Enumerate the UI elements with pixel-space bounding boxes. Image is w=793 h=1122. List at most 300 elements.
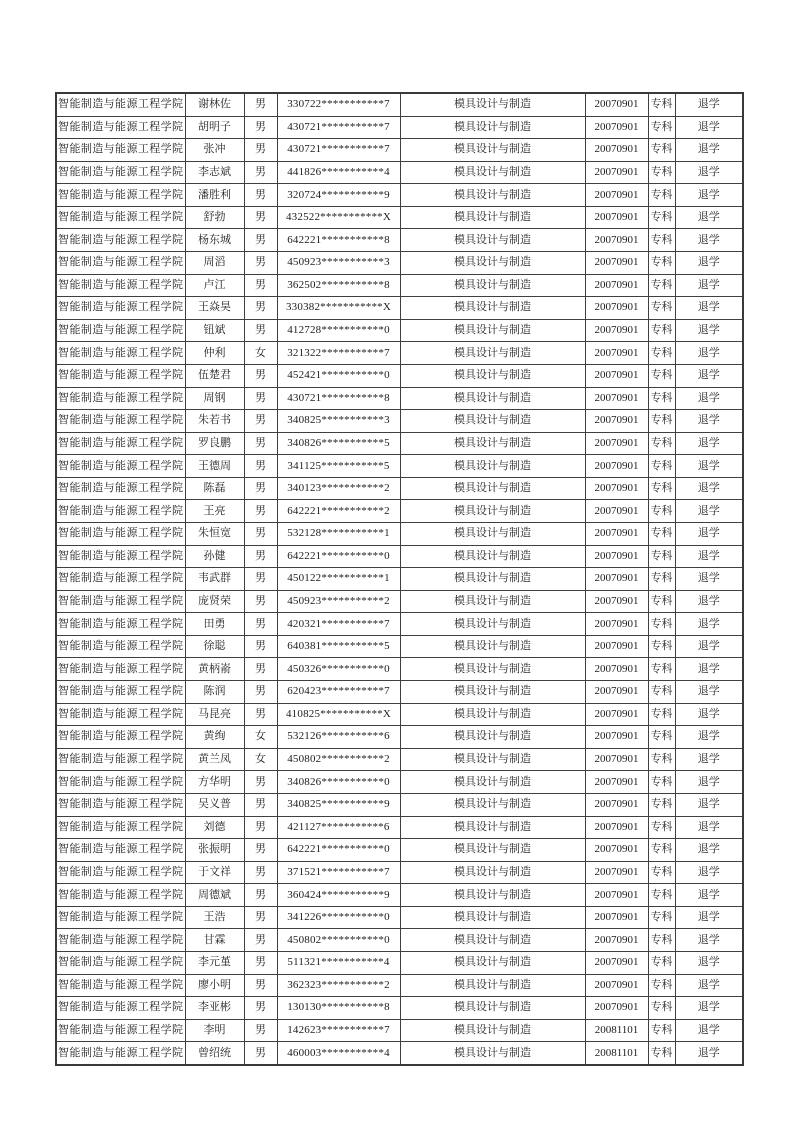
cell-gender: 男 <box>244 274 277 297</box>
cell-status: 退学 <box>675 929 743 952</box>
cell-status: 退学 <box>675 793 743 816</box>
cell-name: 李亚彬 <box>185 997 244 1020</box>
cell-enroll-date: 20070901 <box>585 364 648 387</box>
cell-gender: 男 <box>244 613 277 636</box>
cell-major: 模具设计与制造 <box>400 748 585 771</box>
cell-enroll-date: 20070901 <box>585 613 648 636</box>
cell-gender: 男 <box>244 297 277 320</box>
cell-college: 智能制造与能源工程学院 <box>56 432 185 455</box>
cell-id-number: 532128***********1 <box>277 522 400 545</box>
cell-level: 专科 <box>648 116 675 139</box>
cell-college: 智能制造与能源工程学院 <box>56 252 185 275</box>
cell-enroll-date: 20070901 <box>585 703 648 726</box>
cell-major: 模具设计与制造 <box>400 906 585 929</box>
cell-name: 朱恒宽 <box>185 522 244 545</box>
cell-major: 模具设计与制造 <box>400 771 585 794</box>
cell-status: 退学 <box>675 658 743 681</box>
cell-college: 智能制造与能源工程学院 <box>56 206 185 229</box>
cell-status: 退学 <box>675 206 743 229</box>
cell-name: 廖小明 <box>185 974 244 997</box>
table-row <box>56 906 743 929</box>
cell-college: 智能制造与能源工程学院 <box>56 635 185 658</box>
cell-major: 模具设计与制造 <box>400 432 585 455</box>
cell-enroll-date: 20070901 <box>585 997 648 1020</box>
cell-major: 模具设计与制造 <box>400 410 585 433</box>
table-row <box>56 93 743 116</box>
cell-status: 退学 <box>675 93 743 116</box>
cell-college: 智能制造与能源工程学院 <box>56 161 185 184</box>
cell-level: 专科 <box>648 410 675 433</box>
cell-major: 模具设计与制造 <box>400 522 585 545</box>
cell-status: 退学 <box>675 274 743 297</box>
cell-major: 模具设计与制造 <box>400 139 585 162</box>
table-row <box>56 590 743 613</box>
table-row <box>56 884 743 907</box>
cell-status: 退学 <box>675 342 743 365</box>
cell-gender: 男 <box>244 500 277 523</box>
table-row <box>56 297 743 320</box>
cell-gender: 男 <box>244 658 277 681</box>
cell-gender: 男 <box>244 1042 277 1065</box>
cell-gender: 女 <box>244 748 277 771</box>
table-row <box>56 748 743 771</box>
cell-major: 模具设计与制造 <box>400 93 585 116</box>
cell-name: 张冲 <box>185 139 244 162</box>
cell-level: 专科 <box>648 726 675 749</box>
cell-gender: 男 <box>244 951 277 974</box>
cell-id-number: 412728***********0 <box>277 319 400 342</box>
cell-college: 智能制造与能源工程学院 <box>56 229 185 252</box>
cell-id-number: 341226***********0 <box>277 906 400 929</box>
cell-id-number: 430721***********7 <box>277 116 400 139</box>
cell-gender: 男 <box>244 522 277 545</box>
cell-id-number: 341125***********5 <box>277 455 400 478</box>
cell-college: 智能制造与能源工程学院 <box>56 184 185 207</box>
cell-id-number: 430721***********8 <box>277 387 400 410</box>
cell-college: 智能制造与能源工程学院 <box>56 681 185 704</box>
cell-name: 杨东城 <box>185 229 244 252</box>
cell-college: 智能制造与能源工程学院 <box>56 364 185 387</box>
cell-major: 模具设计与制造 <box>400 703 585 726</box>
cell-status: 退学 <box>675 387 743 410</box>
cell-major: 模具设计与制造 <box>400 477 585 500</box>
cell-enroll-date: 20070901 <box>585 974 648 997</box>
cell-id-number: 642221***********0 <box>277 839 400 862</box>
cell-level: 专科 <box>648 974 675 997</box>
cell-college: 智能制造与能源工程学院 <box>56 93 185 116</box>
cell-major: 模具设计与制造 <box>400 793 585 816</box>
cell-gender: 男 <box>244 906 277 929</box>
cell-college: 智能制造与能源工程学院 <box>56 703 185 726</box>
cell-id-number: 452421***********0 <box>277 364 400 387</box>
cell-enroll-date: 20070901 <box>585 839 648 862</box>
cell-college: 智能制造与能源工程学院 <box>56 1042 185 1065</box>
cell-college: 智能制造与能源工程学院 <box>56 477 185 500</box>
cell-status: 退学 <box>675 1019 743 1042</box>
cell-major: 模具设计与制造 <box>400 252 585 275</box>
table-row <box>56 793 743 816</box>
cell-status: 退学 <box>675 884 743 907</box>
cell-major: 模具设计与制造 <box>400 545 585 568</box>
cell-id-number: 330722***********7 <box>277 93 400 116</box>
cell-status: 退学 <box>675 703 743 726</box>
cell-level: 专科 <box>648 545 675 568</box>
cell-gender: 男 <box>244 184 277 207</box>
cell-name: 张振明 <box>185 839 244 862</box>
cell-level: 专科 <box>648 387 675 410</box>
cell-college: 智能制造与能源工程学院 <box>56 387 185 410</box>
cell-major: 模具设计与制造 <box>400 1042 585 1065</box>
cell-enroll-date: 20070901 <box>585 387 648 410</box>
cell-gender: 女 <box>244 342 277 365</box>
cell-level: 专科 <box>648 839 675 862</box>
cell-enroll-date: 20070901 <box>585 161 648 184</box>
cell-level: 专科 <box>648 590 675 613</box>
cell-gender: 男 <box>244 410 277 433</box>
cell-gender: 男 <box>244 477 277 500</box>
cell-id-number: 320724***********9 <box>277 184 400 207</box>
cell-college: 智能制造与能源工程学院 <box>56 793 185 816</box>
table-row <box>56 522 743 545</box>
cell-level: 专科 <box>648 342 675 365</box>
cell-status: 退学 <box>675 229 743 252</box>
cell-level: 专科 <box>648 1019 675 1042</box>
cell-enroll-date: 20070901 <box>585 658 648 681</box>
cell-id-number: 642221***********2 <box>277 500 400 523</box>
cell-name: 潘胜利 <box>185 184 244 207</box>
cell-id-number: 340825***********9 <box>277 793 400 816</box>
cell-college: 智能制造与能源工程学院 <box>56 951 185 974</box>
cell-college: 智能制造与能源工程学院 <box>56 613 185 636</box>
cell-gender: 男 <box>244 997 277 1020</box>
cell-id-number: 432522***********X <box>277 206 400 229</box>
cell-level: 专科 <box>648 252 675 275</box>
cell-major: 模具设计与制造 <box>400 613 585 636</box>
cell-id-number: 420321***********7 <box>277 613 400 636</box>
cell-name: 周德斌 <box>185 884 244 907</box>
cell-status: 退学 <box>675 951 743 974</box>
cell-status: 退学 <box>675 477 743 500</box>
table-row <box>56 974 743 997</box>
cell-status: 退学 <box>675 748 743 771</box>
cell-level: 专科 <box>648 613 675 636</box>
cell-enroll-date: 20070901 <box>585 93 648 116</box>
cell-gender: 男 <box>244 974 277 997</box>
cell-gender: 男 <box>244 319 277 342</box>
cell-name: 马昆亮 <box>185 703 244 726</box>
cell-level: 专科 <box>648 951 675 974</box>
cell-major: 模具设计与制造 <box>400 364 585 387</box>
cell-name: 于文祥 <box>185 861 244 884</box>
cell-major: 模具设计与制造 <box>400 1019 585 1042</box>
cell-level: 专科 <box>648 297 675 320</box>
cell-gender: 男 <box>244 929 277 952</box>
cell-major: 模具设计与制造 <box>400 116 585 139</box>
cell-status: 退学 <box>675 681 743 704</box>
cell-id-number: 450802***********2 <box>277 748 400 771</box>
cell-major: 模具设计与制造 <box>400 658 585 681</box>
cell-college: 智能制造与能源工程学院 <box>56 590 185 613</box>
table-row <box>56 319 743 342</box>
cell-level: 专科 <box>648 997 675 1020</box>
cell-level: 专科 <box>648 477 675 500</box>
table-row <box>56 410 743 433</box>
cell-major: 模具设计与制造 <box>400 568 585 591</box>
cell-major: 模具设计与制造 <box>400 342 585 365</box>
cell-name: 陈润 <box>185 681 244 704</box>
table-row <box>56 161 743 184</box>
cell-id-number: 321322***********7 <box>277 342 400 365</box>
cell-enroll-date: 20070901 <box>585 951 648 974</box>
cell-name: 李明 <box>185 1019 244 1042</box>
cell-status: 退学 <box>675 161 743 184</box>
cell-enroll-date: 20070901 <box>585 816 648 839</box>
cell-enroll-date: 20070901 <box>585 793 648 816</box>
cell-name: 胡明子 <box>185 116 244 139</box>
cell-enroll-date: 20070901 <box>585 455 648 478</box>
table-row <box>56 274 743 297</box>
cell-gender: 男 <box>244 635 277 658</box>
cell-major: 模具设计与制造 <box>400 726 585 749</box>
cell-name: 甘霖 <box>185 929 244 952</box>
cell-enroll-date: 20070901 <box>585 206 648 229</box>
cell-major: 模具设计与制造 <box>400 929 585 952</box>
cell-name: 王德周 <box>185 455 244 478</box>
cell-enroll-date: 20081101 <box>585 1042 648 1065</box>
table-row <box>56 1042 743 1065</box>
cell-name: 李志斌 <box>185 161 244 184</box>
cell-status: 退学 <box>675 726 743 749</box>
cell-id-number: 410825***********X <box>277 703 400 726</box>
cell-college: 智能制造与能源工程学院 <box>56 658 185 681</box>
cell-id-number: 142623***********7 <box>277 1019 400 1042</box>
cell-name: 田勇 <box>185 613 244 636</box>
cell-name: 罗良鹏 <box>185 432 244 455</box>
cell-major: 模具设计与制造 <box>400 319 585 342</box>
cell-name: 王焱昊 <box>185 297 244 320</box>
table-row <box>56 477 743 500</box>
cell-id-number: 441826***********4 <box>277 161 400 184</box>
cell-enroll-date: 20070901 <box>585 590 648 613</box>
cell-id-number: 330382***********X <box>277 297 400 320</box>
cell-gender: 男 <box>244 252 277 275</box>
cell-college: 智能制造与能源工程学院 <box>56 342 185 365</box>
cell-major: 模具设计与制造 <box>400 681 585 704</box>
cell-name: 吴义普 <box>185 793 244 816</box>
cell-status: 退学 <box>675 116 743 139</box>
cell-status: 退学 <box>675 635 743 658</box>
table-row <box>56 455 743 478</box>
cell-gender: 男 <box>244 545 277 568</box>
cell-enroll-date: 20070901 <box>585 432 648 455</box>
cell-major: 模具设计与制造 <box>400 500 585 523</box>
cell-status: 退学 <box>675 974 743 997</box>
cell-enroll-date: 20070901 <box>585 906 648 929</box>
cell-id-number: 340825***********3 <box>277 410 400 433</box>
cell-college: 智能制造与能源工程学院 <box>56 884 185 907</box>
table-row <box>56 229 743 252</box>
cell-major: 模具设计与制造 <box>400 206 585 229</box>
cell-college: 智能制造与能源工程学院 <box>56 726 185 749</box>
cell-gender: 男 <box>244 455 277 478</box>
cell-gender: 男 <box>244 861 277 884</box>
cell-status: 退学 <box>675 297 743 320</box>
cell-name: 韦武群 <box>185 568 244 591</box>
cell-status: 退学 <box>675 139 743 162</box>
table-row <box>56 500 743 523</box>
cell-gender: 男 <box>244 568 277 591</box>
cell-level: 专科 <box>648 319 675 342</box>
cell-name: 王浩 <box>185 906 244 929</box>
cell-id-number: 371521***********7 <box>277 861 400 884</box>
table-row <box>56 387 743 410</box>
cell-level: 专科 <box>648 1042 675 1065</box>
cell-gender: 男 <box>244 364 277 387</box>
cell-status: 退学 <box>675 839 743 862</box>
cell-level: 专科 <box>648 500 675 523</box>
cell-college: 智能制造与能源工程学院 <box>56 410 185 433</box>
cell-status: 退学 <box>675 500 743 523</box>
cell-enroll-date: 20070901 <box>585 681 648 704</box>
cell-level: 专科 <box>648 432 675 455</box>
cell-status: 退学 <box>675 545 743 568</box>
cell-level: 专科 <box>648 229 675 252</box>
cell-name: 仲利 <box>185 342 244 365</box>
cell-gender: 男 <box>244 1019 277 1042</box>
table-row <box>56 951 743 974</box>
table-row <box>56 184 743 207</box>
cell-id-number: 130130***********8 <box>277 997 400 1020</box>
cell-college: 智能制造与能源工程学院 <box>56 929 185 952</box>
cell-status: 退学 <box>675 455 743 478</box>
cell-level: 专科 <box>648 184 675 207</box>
cell-gender: 男 <box>244 703 277 726</box>
cell-enroll-date: 20070901 <box>585 884 648 907</box>
cell-name: 徐聪 <box>185 635 244 658</box>
cell-major: 模具设计与制造 <box>400 635 585 658</box>
cell-college: 智能制造与能源工程学院 <box>56 839 185 862</box>
cell-major: 模具设计与制造 <box>400 161 585 184</box>
cell-level: 专科 <box>648 274 675 297</box>
table-row <box>56 816 743 839</box>
cell-id-number: 532126***********6 <box>277 726 400 749</box>
table-row <box>56 703 743 726</box>
cell-level: 专科 <box>648 703 675 726</box>
cell-status: 退学 <box>675 319 743 342</box>
cell-major: 模具设计与制造 <box>400 997 585 1020</box>
cell-enroll-date: 20070901 <box>585 229 648 252</box>
cell-status: 退学 <box>675 590 743 613</box>
cell-id-number: 450326***********0 <box>277 658 400 681</box>
cell-status: 退学 <box>675 410 743 433</box>
cell-enroll-date: 20070901 <box>585 410 648 433</box>
cell-id-number: 362323***********2 <box>277 974 400 997</box>
cell-college: 智能制造与能源工程学院 <box>56 771 185 794</box>
table-row <box>56 206 743 229</box>
cell-id-number: 421127***********6 <box>277 816 400 839</box>
cell-college: 智能制造与能源工程学院 <box>56 997 185 1020</box>
cell-enroll-date: 20070901 <box>585 139 648 162</box>
cell-name: 卢江 <box>185 274 244 297</box>
cell-gender: 男 <box>244 432 277 455</box>
cell-id-number: 430721***********7 <box>277 139 400 162</box>
table-row <box>56 139 743 162</box>
cell-name: 舒勃 <box>185 206 244 229</box>
cell-id-number: 642221***********8 <box>277 229 400 252</box>
cell-name: 方华明 <box>185 771 244 794</box>
cell-enroll-date: 20070901 <box>585 568 648 591</box>
table-row <box>56 771 743 794</box>
cell-level: 专科 <box>648 861 675 884</box>
cell-gender: 男 <box>244 161 277 184</box>
table-row <box>56 635 743 658</box>
cell-status: 退学 <box>675 364 743 387</box>
cell-name: 钮斌 <box>185 319 244 342</box>
cell-status: 退学 <box>675 906 743 929</box>
student-roster-table <box>55 92 744 1066</box>
cell-major: 模具设计与制造 <box>400 455 585 478</box>
cell-level: 专科 <box>648 658 675 681</box>
cell-status: 退学 <box>675 613 743 636</box>
table-row <box>56 839 743 862</box>
student-roster-body <box>56 93 743 1065</box>
cell-major: 模具设计与制造 <box>400 387 585 410</box>
cell-enroll-date: 20070901 <box>585 184 648 207</box>
table-row <box>56 545 743 568</box>
cell-major: 模具设计与制造 <box>400 839 585 862</box>
table-row <box>56 364 743 387</box>
cell-enroll-date: 20070901 <box>585 771 648 794</box>
cell-major: 模具设计与制造 <box>400 974 585 997</box>
cell-gender: 男 <box>244 93 277 116</box>
cell-major: 模具设计与制造 <box>400 951 585 974</box>
cell-enroll-date: 20070901 <box>585 748 648 771</box>
cell-enroll-date: 20070901 <box>585 342 648 365</box>
cell-level: 专科 <box>648 455 675 478</box>
cell-name: 刘德 <box>185 816 244 839</box>
cell-college: 智能制造与能源工程学院 <box>56 861 185 884</box>
cell-level: 专科 <box>648 139 675 162</box>
cell-id-number: 362502***********8 <box>277 274 400 297</box>
cell-gender: 男 <box>244 206 277 229</box>
table-row <box>56 997 743 1020</box>
cell-id-number: 640381***********5 <box>277 635 400 658</box>
table-row <box>56 116 743 139</box>
cell-enroll-date: 20070901 <box>585 522 648 545</box>
cell-name: 黄绚 <box>185 726 244 749</box>
cell-status: 退学 <box>675 861 743 884</box>
cell-id-number: 340826***********5 <box>277 432 400 455</box>
cell-college: 智能制造与能源工程学院 <box>56 274 185 297</box>
cell-enroll-date: 20070901 <box>585 252 648 275</box>
cell-enroll-date: 20070901 <box>585 274 648 297</box>
cell-major: 模具设计与制造 <box>400 229 585 252</box>
cell-name: 朱若书 <box>185 410 244 433</box>
cell-status: 退学 <box>675 184 743 207</box>
cell-name: 庞贤荣 <box>185 590 244 613</box>
cell-name: 王亮 <box>185 500 244 523</box>
cell-name: 黄柄嵛 <box>185 658 244 681</box>
cell-level: 专科 <box>648 929 675 952</box>
cell-enroll-date: 20070901 <box>585 477 648 500</box>
cell-enroll-date: 20070901 <box>585 635 648 658</box>
cell-status: 退学 <box>675 816 743 839</box>
cell-name: 伍楚君 <box>185 364 244 387</box>
cell-name: 谢林佐 <box>185 93 244 116</box>
cell-status: 退学 <box>675 997 743 1020</box>
cell-gender: 男 <box>244 139 277 162</box>
cell-enroll-date: 20070901 <box>585 500 648 523</box>
